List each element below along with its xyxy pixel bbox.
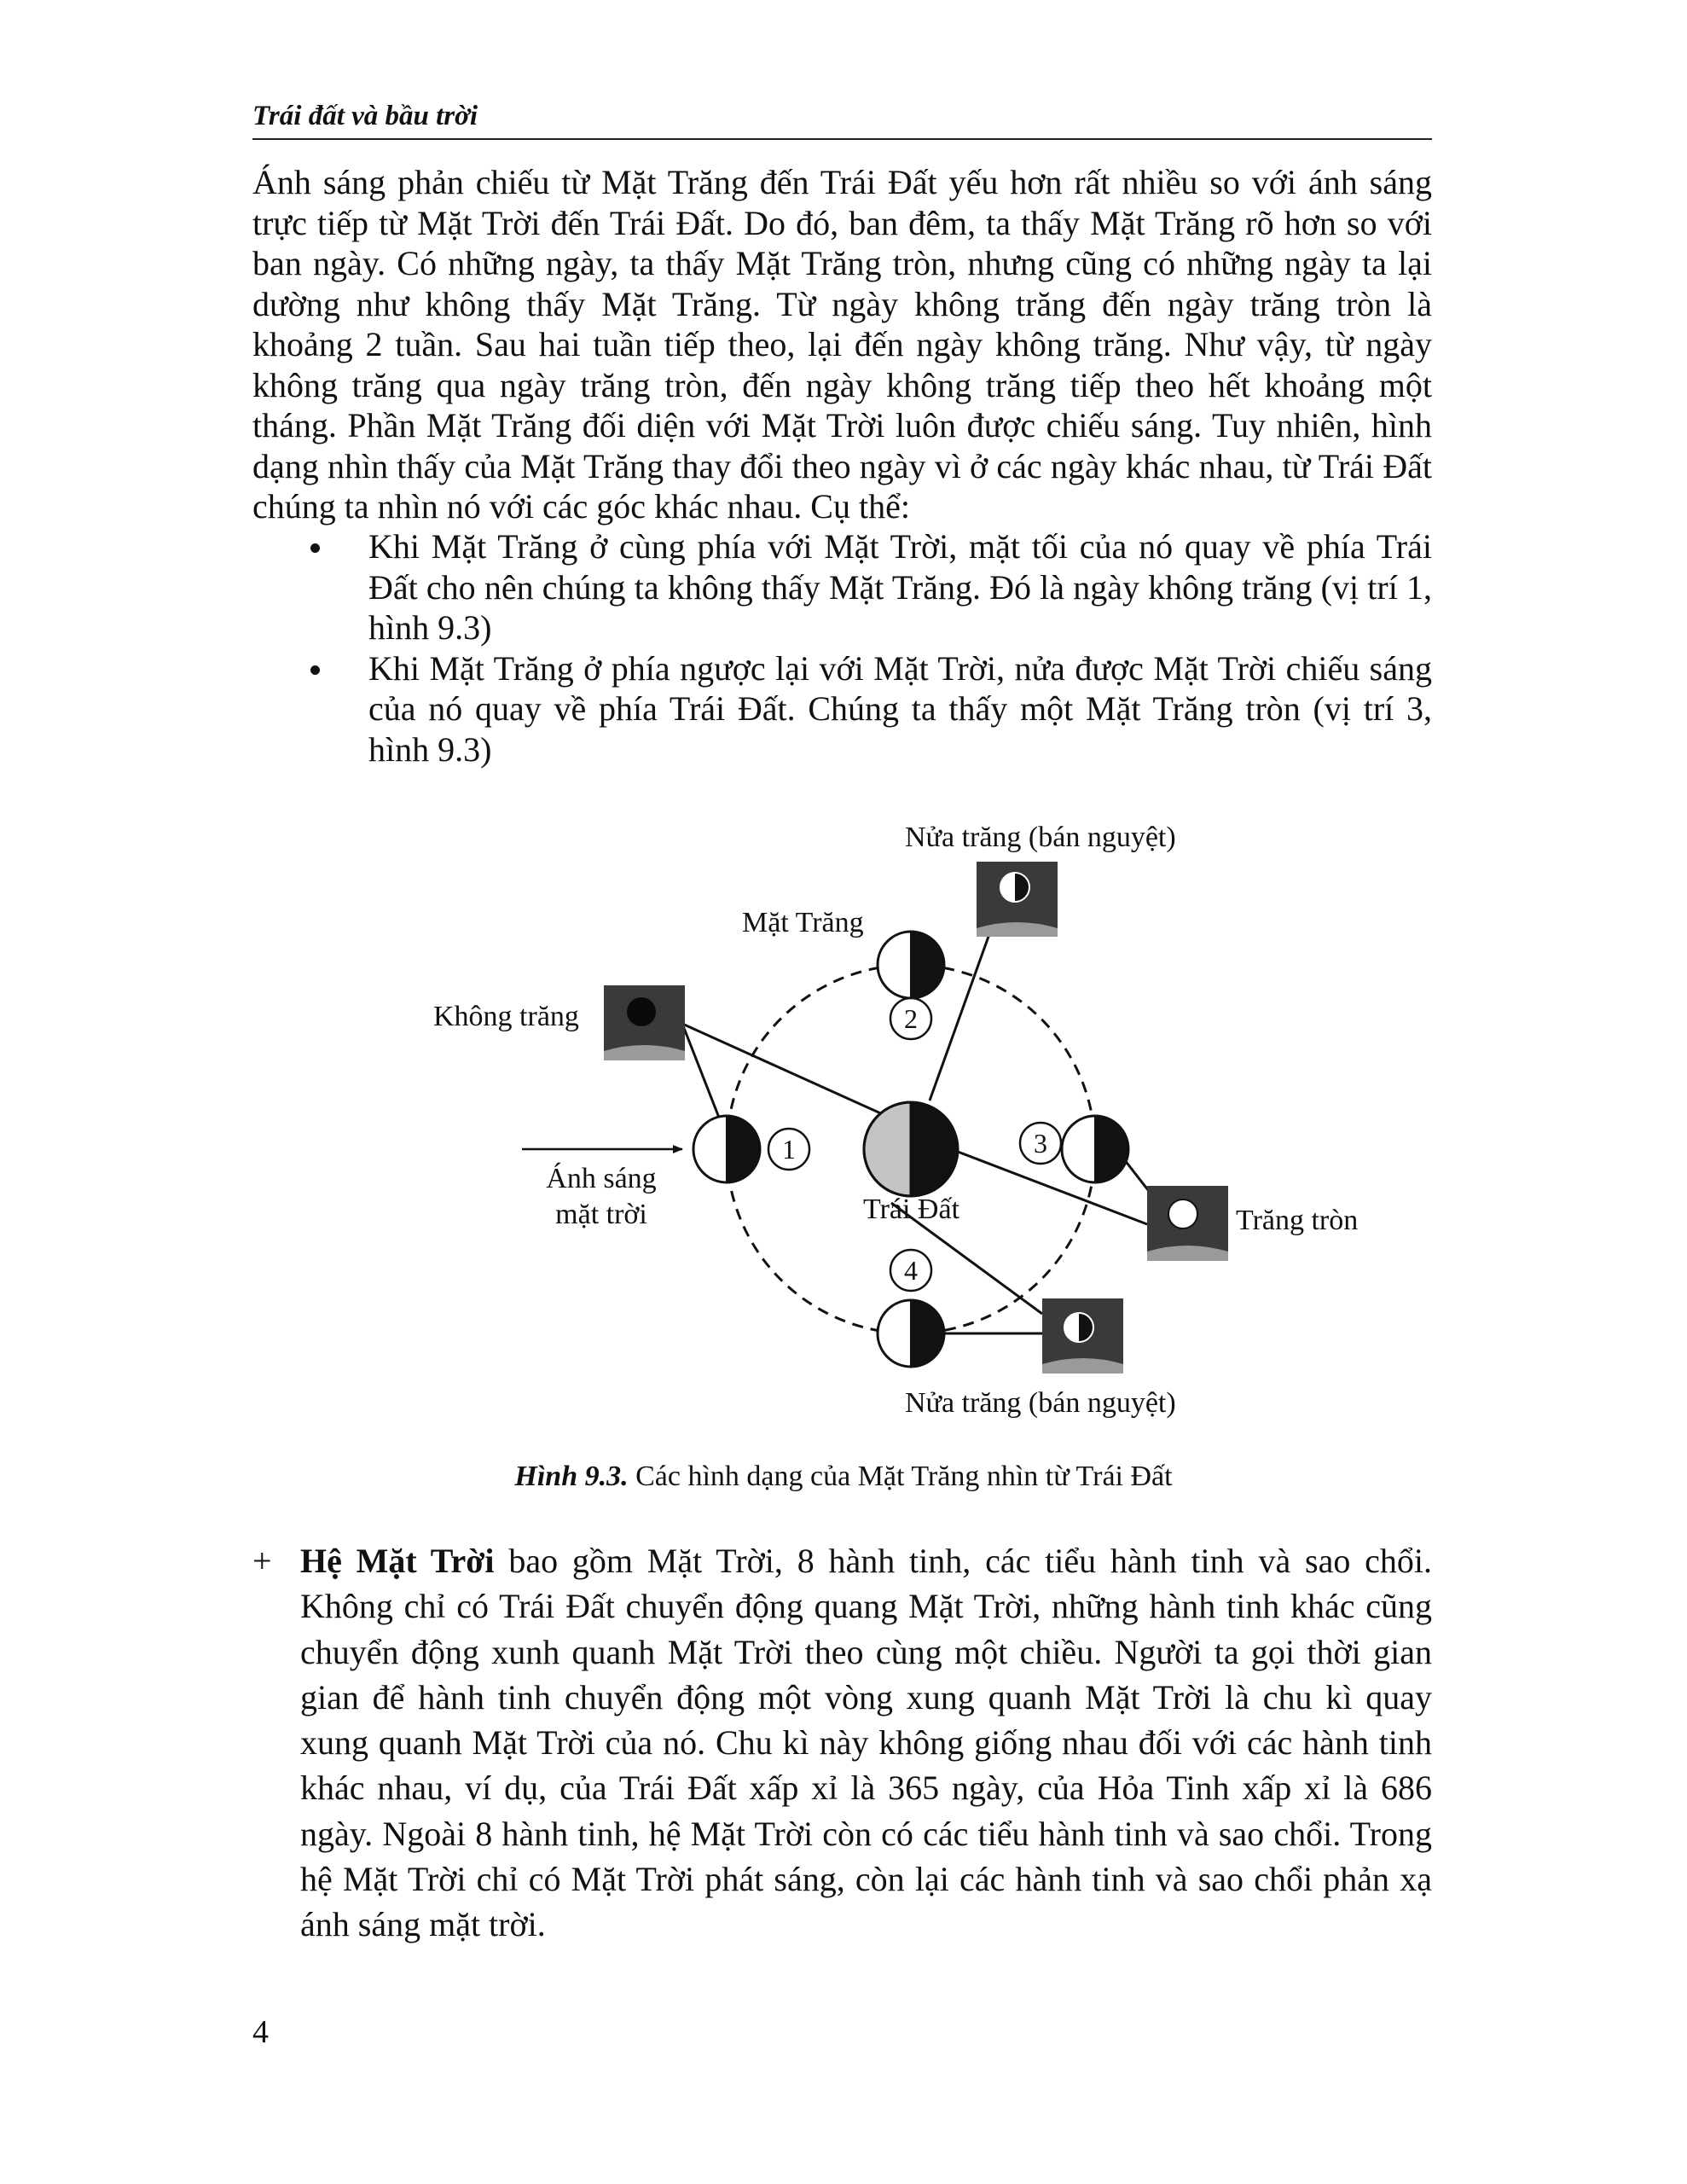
bullet-text: Khi Mặt Trăng ở phía ngược lại với Mặt Trời, nửa được Mặt Trời chiếu sáng của nó quay về phía Trái Đất. Chúng ta thấy một Mặt Trăng tròn (vị trí 3, hình 9.3) xyxy=(368,648,1432,769)
solar-system-term: Hệ Mặt Trời xyxy=(300,1542,495,1580)
bullet-dot-icon xyxy=(310,543,320,553)
page-number: 4 xyxy=(252,2014,269,2050)
view-half-moon-top xyxy=(977,862,1058,937)
view-no-moon xyxy=(604,985,685,1060)
label-sunlight-line1: Ánh sáng xyxy=(546,1163,657,1194)
caption-text: Các hình dạng của Mặt Trăng nhìn từ Trái Đất xyxy=(628,1461,1173,1492)
label-moon: Mặt Trăng xyxy=(742,907,864,938)
label-sunlight-line2: mặt trời xyxy=(555,1199,647,1230)
position-label: 1 xyxy=(782,1134,796,1165)
moon-position-3 xyxy=(1062,1116,1128,1182)
position-label: 3 xyxy=(1034,1128,1047,1159)
solar-system-body xyxy=(300,1538,1432,1948)
label-no-moon: Không trăng xyxy=(433,1001,579,1032)
label-full-moon: Trăng tròn xyxy=(1236,1205,1359,1236)
view-full-moon xyxy=(1147,1186,1228,1261)
label-half-moon-bottom: Nửa trăng (bán nguyệt) xyxy=(905,1387,1176,1419)
moon-position-4 xyxy=(878,1300,944,1367)
earth xyxy=(864,1102,958,1196)
label-earth: Trái Đất xyxy=(863,1194,960,1225)
moon-position-2 xyxy=(878,932,944,998)
caption-label: Hình 9.3. xyxy=(514,1461,629,1492)
list-item xyxy=(252,648,1432,770)
bullet-text: Khi Mặt Trăng ở cùng phía với Mặt Trời, mặt tối của nó quay về phía Trái Đất cho nên chúng ta không thấy Mặt Trăng. Đó là ngày không trăng (vị trí 1, hình 9.3) xyxy=(368,527,1432,647)
moon-position-1 xyxy=(693,1116,760,1182)
intro-paragraph-text: Ánh sáng phản chiếu từ Mặt Trăng đến Trái Đất yếu hơn rất nhiều so với ánh sáng trực tiếp từ Mặt Trời đến Trái Đất. Do đó, ban đêm, ta thấy Mặt Trăng rõ hơn so với ban ngày. Có những ngày, ta thấy Mặt Trăng tròn, nhưng cũng có những ngày ta lại dường như không thấy Mặt Trăng. Từ ngày không trăng đến ngày trăng tròn là khoảng 2 tuần. Sau hai tuần tiếp theo, lại đến ngày không trăng. Như vậy, từ ngày không trăng qua ngày trăng tròn, đến ngày không trăng tiếp theo hết khoảng một tháng. Phần Mặt Trăng đối diện với Mặt Trời luôn được chiếu sáng. Tuy nhiên, hình dạng nhìn thấy của Mặt Trăng thay đổi theo ngày vì ở các ngày khác nhau, từ Trái Đất chúng ta nhìn nó với các góc khác nhau. Cụ thể: xyxy=(252,163,1432,526)
moon-phases-figure xyxy=(0,802,1687,1484)
bullet-dot-icon xyxy=(310,665,320,675)
running-title: Trái đất và bầu trời xyxy=(252,101,478,131)
view-half-moon-bottom xyxy=(1042,1298,1123,1374)
figure-caption xyxy=(0,1461,1687,1493)
solar-system-paragraph xyxy=(252,1538,1432,1948)
header-rule xyxy=(252,138,1432,140)
list-item xyxy=(252,526,1432,648)
position-label: 4 xyxy=(904,1255,918,1286)
bullet-list xyxy=(252,526,1432,770)
intro-paragraph xyxy=(252,162,1432,527)
position-label: 2 xyxy=(904,1003,918,1034)
plus-marker: + xyxy=(252,1542,272,1580)
solar-system-text: bao gồm Mặt Trời, 8 hành tinh, các tiểu hành tinh và sao chổi. Không chỉ có Trái Đất chuyển động quang Mặt Trời, những hành tinh khác cũng chuyển động xunh quanh Mặt Trời theo cùng một chiều. Người ta gọi thời gian gian để hành tinh chuyển động một vòng xung quanh Mặt Trời là chu kì quay xung quanh Mặt Trời của nó. Chu kì này không giống nhau đối với các hành tinh khác nhau, ví dụ, của Trái Đất xấp xỉ là 365 ngày, của Hỏa Tinh xấp xỉ là 686 ngày. Ngoài 8 hành tinh, hệ Mặt Trời còn có các tiểu hành tinh và sao chổi. Trong hệ Mặt Trời chỉ có Mặt Trời phát sáng, còn lại các hành tinh và sao chổi phản xạ ánh sáng mặt trời. xyxy=(300,1542,1432,1944)
label-half-moon-top: Nửa trăng (bán nguyệt) xyxy=(905,822,1176,853)
